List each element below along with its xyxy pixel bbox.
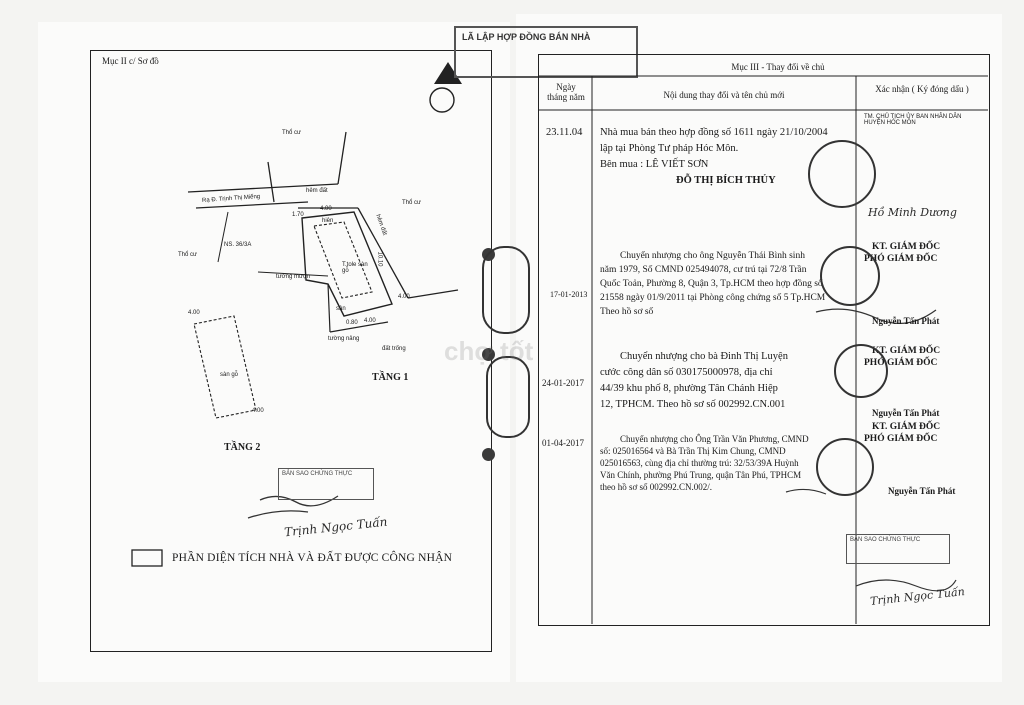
signature-stroke bbox=[786, 489, 826, 494]
entry-line: cước công dân số 030175000978, địa chỉ bbox=[600, 367, 773, 378]
confirm-header: TM. CHỦ TỊCH ỦY BAN NHÂN DÂN HUYỆN HÓC MÔN bbox=[864, 114, 962, 126]
left-section-label: Mục II c/ Sơ đồ bbox=[102, 56, 159, 66]
dimension-label: 4.00 bbox=[398, 294, 410, 300]
stamp-text: BẢN SAO CHỨNG THỰC bbox=[282, 471, 353, 477]
confirm-title: PHÓ GIÁM ĐỐC bbox=[864, 434, 938, 444]
confirm-title: KT. GIÁM ĐỐC bbox=[872, 242, 941, 252]
right-section-label: Mục III - Thay đổi về chủ bbox=[731, 62, 825, 72]
entry-line: năm 1979, Số CMND 025494078, cư trú tại 72/8 Trần bbox=[600, 265, 807, 275]
dimension-label: 4.00 bbox=[252, 408, 264, 414]
entry-line: Theo hồ sơ số bbox=[600, 307, 654, 317]
entry-line: 025016563, cùng địa chỉ thường trú: 32/53/39A Huỳnh bbox=[600, 458, 799, 468]
binding-hole bbox=[482, 448, 495, 461]
lot-line bbox=[328, 284, 330, 332]
label-tho-cu: Thổ cư bbox=[282, 130, 302, 136]
entry-date: 24-01-2017 bbox=[542, 378, 584, 388]
bottom-signature: Trịnh Ngọc Tuấn bbox=[869, 585, 966, 608]
official-seal bbox=[834, 344, 888, 398]
entry-line: ĐỖ THỊ BÍCH THỦY bbox=[676, 175, 776, 186]
entry-line: Chuyển nhượng cho bà Đinh Thị Luyện bbox=[620, 351, 788, 362]
label-tho-cu: Thổ cư bbox=[402, 200, 422, 206]
copy-certified-stamp bbox=[846, 534, 950, 564]
entry-line: 21558 ngày 01/9/2011 tại Phòng công chứng số 5 Tp.HCM bbox=[600, 293, 826, 303]
legend-box bbox=[132, 550, 162, 566]
label-tole: T.tole sàn gỗ bbox=[342, 262, 368, 274]
floor1-label: TẦNG 1 bbox=[372, 372, 409, 383]
dimension-label: 4.00 bbox=[364, 318, 376, 324]
confirm-title: KT. GIÁM ĐỐC bbox=[872, 422, 941, 432]
entry-line: 44/39 khu phố 8, phường Tân Chánh Hiệp bbox=[600, 383, 778, 394]
dimension-label: 4.00 bbox=[188, 310, 200, 316]
watermark: chợ tốt bbox=[444, 336, 534, 366]
confirm-title: PHÓ GIÁM ĐỐC bbox=[864, 358, 938, 368]
dimension-label: 4.00 bbox=[320, 206, 332, 212]
label-tuong-nang: tường nâng bbox=[328, 336, 360, 342]
label-san: sân bbox=[336, 306, 346, 312]
label-hem-dat: hẻm đất bbox=[374, 213, 388, 237]
confirm-signature: Nguyễn Tấn Phát bbox=[888, 486, 956, 496]
official-seal bbox=[820, 246, 880, 306]
confirm-title: KT. GIÁM ĐỐC bbox=[872, 346, 941, 356]
label-house-number: NS. 36/3A bbox=[224, 242, 252, 248]
floor2-outline bbox=[194, 316, 256, 418]
header-confirm: Xác nhận ( Ký đóng dấu ) bbox=[875, 84, 969, 94]
entry-date: 23.11.04 bbox=[546, 127, 583, 138]
label-hem-dat: hẻm đất bbox=[306, 188, 328, 194]
entry-line: 12, TPHCM. Theo hồ sơ số 002992.CN.001 bbox=[600, 399, 786, 410]
dimension-label: 1.70 bbox=[292, 212, 304, 218]
header-date: Ngày tháng năm bbox=[547, 82, 585, 102]
entry-line: Quốc Toản, Phường 8, Quận 3, Tp.HCM theo hợp đồng số bbox=[600, 279, 823, 289]
label-san-go: sàn gỗ bbox=[220, 372, 239, 378]
site-plan bbox=[38, 22, 510, 682]
right-page bbox=[444, 14, 1002, 682]
confirm-title: PHÓ GIÁM ĐỐC bbox=[864, 254, 938, 264]
official-seal bbox=[816, 438, 874, 496]
entry-line: theo hồ sơ số 002992.CN.002/. bbox=[600, 482, 713, 492]
entry-line: Nhà mua bán theo hợp đồng số 1611 ngày 21/10/2004 bbox=[600, 127, 828, 138]
lot-line bbox=[218, 212, 228, 262]
entry-line: Bên mua : LÊ VIẾT SƠN bbox=[600, 159, 709, 170]
signature-name: Trịnh Ngọc Tuấn bbox=[283, 514, 389, 540]
official-seal bbox=[486, 356, 530, 438]
entry-date: 01-04-2017 bbox=[542, 438, 584, 448]
alley-line bbox=[338, 132, 346, 184]
entry-line: số: 025016564 và Bà Trần Thị Kim Chung, CMND bbox=[600, 446, 786, 456]
label-road: Rạ Đ. Trịnh Thị Miếng bbox=[201, 193, 261, 205]
confirm-signature: Hồ Minh Dương bbox=[868, 206, 957, 219]
confirm-signature: Nguyễn Tấn Phát bbox=[872, 316, 940, 326]
entry-line: Chuyển nhượng cho Ông Trần Văn Phương, CMND bbox=[620, 434, 809, 444]
left-page bbox=[38, 22, 510, 682]
north-arrow-circle bbox=[430, 88, 454, 112]
alley-line bbox=[408, 290, 458, 298]
top-stamp-text: LÃ LẬP HỢP ĐỒNG BÁN NHÀ bbox=[462, 32, 591, 42]
label-tho-cu: Thổ cư bbox=[178, 252, 198, 258]
copy-certified-stamp bbox=[278, 468, 374, 500]
entry-line: lập tại Phòng Tư pháp Hóc Môn. bbox=[600, 143, 739, 154]
official-seal bbox=[808, 140, 876, 208]
alley-line bbox=[268, 162, 274, 202]
stamp-text: BẢN SAO CHỨNG THỰC bbox=[850, 537, 921, 543]
entry-line: Chuyển nhượng cho ông Nguyễn Thái Bình sinh bbox=[620, 251, 805, 261]
floor2-label: TẦNG 2 bbox=[224, 442, 261, 453]
legend-text: PHẦN DIỆN TÍCH NHÀ VÀ ĐẤT ĐƯỢC CÔNG NHẬN bbox=[172, 552, 453, 564]
confirm-signature: Nguyễn Tấn Phát bbox=[872, 408, 940, 418]
label-tuong-muon: tường mượn bbox=[276, 274, 311, 280]
official-seal bbox=[482, 246, 530, 334]
dimension-label: 10.10 bbox=[376, 251, 383, 267]
entry-date: 17-01-2013 bbox=[550, 290, 588, 299]
label-hien: hiên bbox=[322, 218, 334, 224]
entry-line: Văn Chính, phường Phú Trung, quận Tân Phú, TPHCM bbox=[600, 470, 802, 480]
label-dat-trong: đất trống bbox=[382, 346, 406, 352]
lot-line bbox=[330, 322, 388, 332]
header-content: Nội dung thay đổi và tên chủ mới bbox=[663, 90, 785, 100]
dimension-label: 0.80 bbox=[346, 320, 358, 326]
